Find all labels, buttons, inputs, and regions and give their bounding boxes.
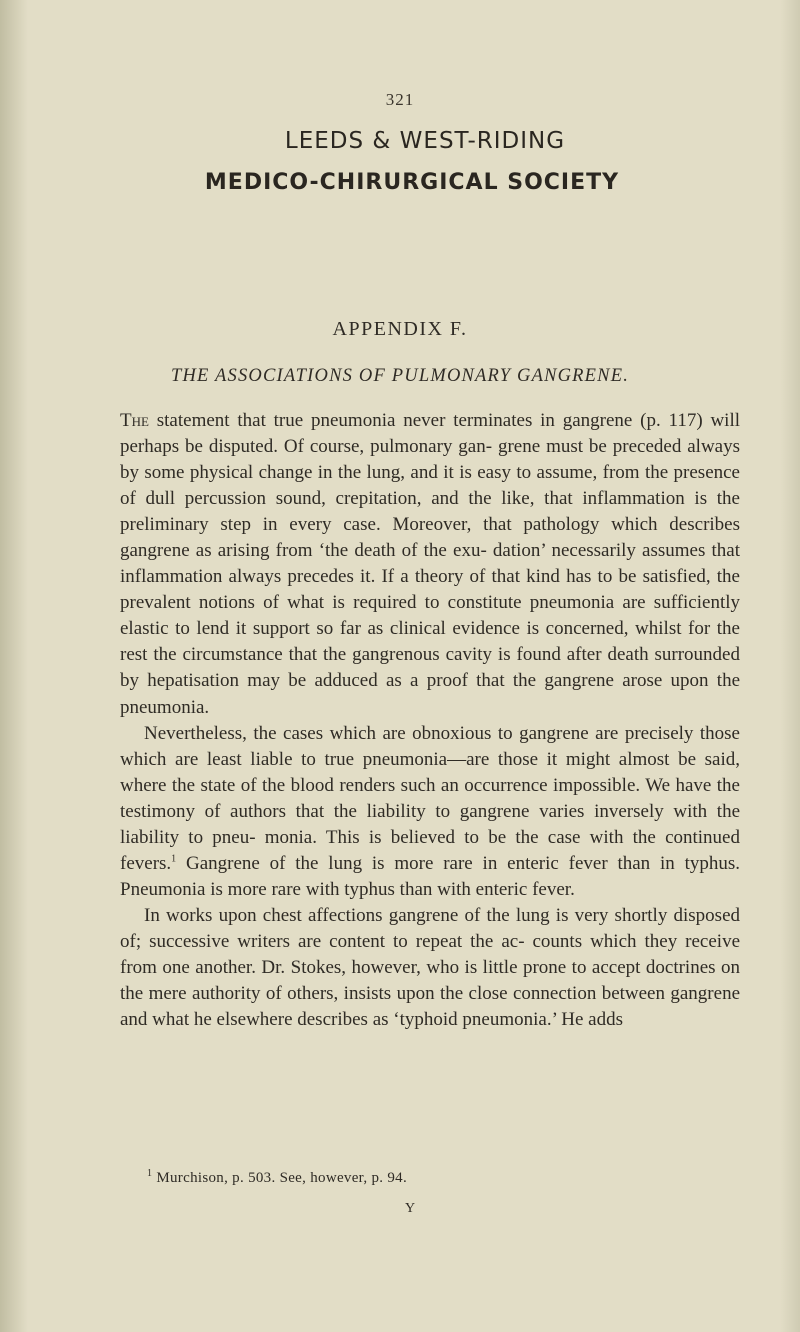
footnote xyxy=(147,1170,747,1187)
paragraph-2 xyxy=(120,721,740,903)
footnote-reference: 1 xyxy=(171,853,177,865)
stamp-line-1: LEEDS & WEST-RIDING xyxy=(284,128,566,154)
paragraph-2-text-a: Nevertheless, the cases which are obnoxious to gangrene are precisely those which are least liable to true pneumonia—are those it might almost be said, where the state of the blood renders such an occurrence impossible. We have the testimony of authors that the liability to gangrene varies inversely with the liability to pneu- monia. This is believed to be the case with the continued fevers. xyxy=(120,722,740,874)
body-text xyxy=(120,408,740,1033)
paragraph-1-lead-word: The xyxy=(120,410,149,431)
paragraph-1-text: statement that true pneumonia never terminates in gangrene (p. 117) will perhaps be disputed. Of course, pulmonary gan- grene must be preceded always by some physical change in the lung, and it is easy to assume, from the presence of dull percussion sound, crepitation, and the like, that inflammation is the preliminary step in every case. Moreover, that pathology which describes gangrene as arising from ‘the death of the exu- dation’ necessarily assumes that inflammation always precedes it. If a theory of that kind has to be satisfied, the prevalent notions of what is required to constitute pneumonia are sufficiently elastic to lend it support so far as clinical evidence is concerned, whilst for the rest the circumstance that the gangrenous cavity is found after death surrounded by hepatisation may be adduced as a proof that the gangrene arose upon the pneumonia. xyxy=(120,410,741,718)
page-number: 321 xyxy=(385,90,415,109)
footnote-text: Murchison, p. 503. See, however, p. 94. xyxy=(156,1170,408,1186)
stamp-line-2: MEDICO-CHIRURGICAL SOCIETY xyxy=(204,170,620,195)
paragraph-3: In works upon chest affections gangrene of the lung is very shortly disposed of; successive writers are content to repeat the ac- counts which they receive from one another. Dr. Stokes, however, who is little prone to accept doctrines on the mere authority of others, insists upon the close connection between gangrene and what he elsewhere describes as ‘typhoid pneumonia.’ He adds xyxy=(120,904,740,1031)
library-stamp xyxy=(0,128,800,195)
footnote-marker: 1 xyxy=(147,1168,153,1179)
appendix-title: APPENDIX F. xyxy=(332,318,468,340)
signature-mark: Y xyxy=(404,1201,416,1216)
paragraph-2-text-b: Gangrene of the lung is more rare in enteric fever than in typhus. Pneumonia is more rare with typhus than with enteric fever. xyxy=(120,852,740,900)
paragraph-1 xyxy=(120,408,740,721)
section-subtitle: THE ASSOCIATIONS OF PULMONARY GANGRENE. xyxy=(170,366,630,386)
